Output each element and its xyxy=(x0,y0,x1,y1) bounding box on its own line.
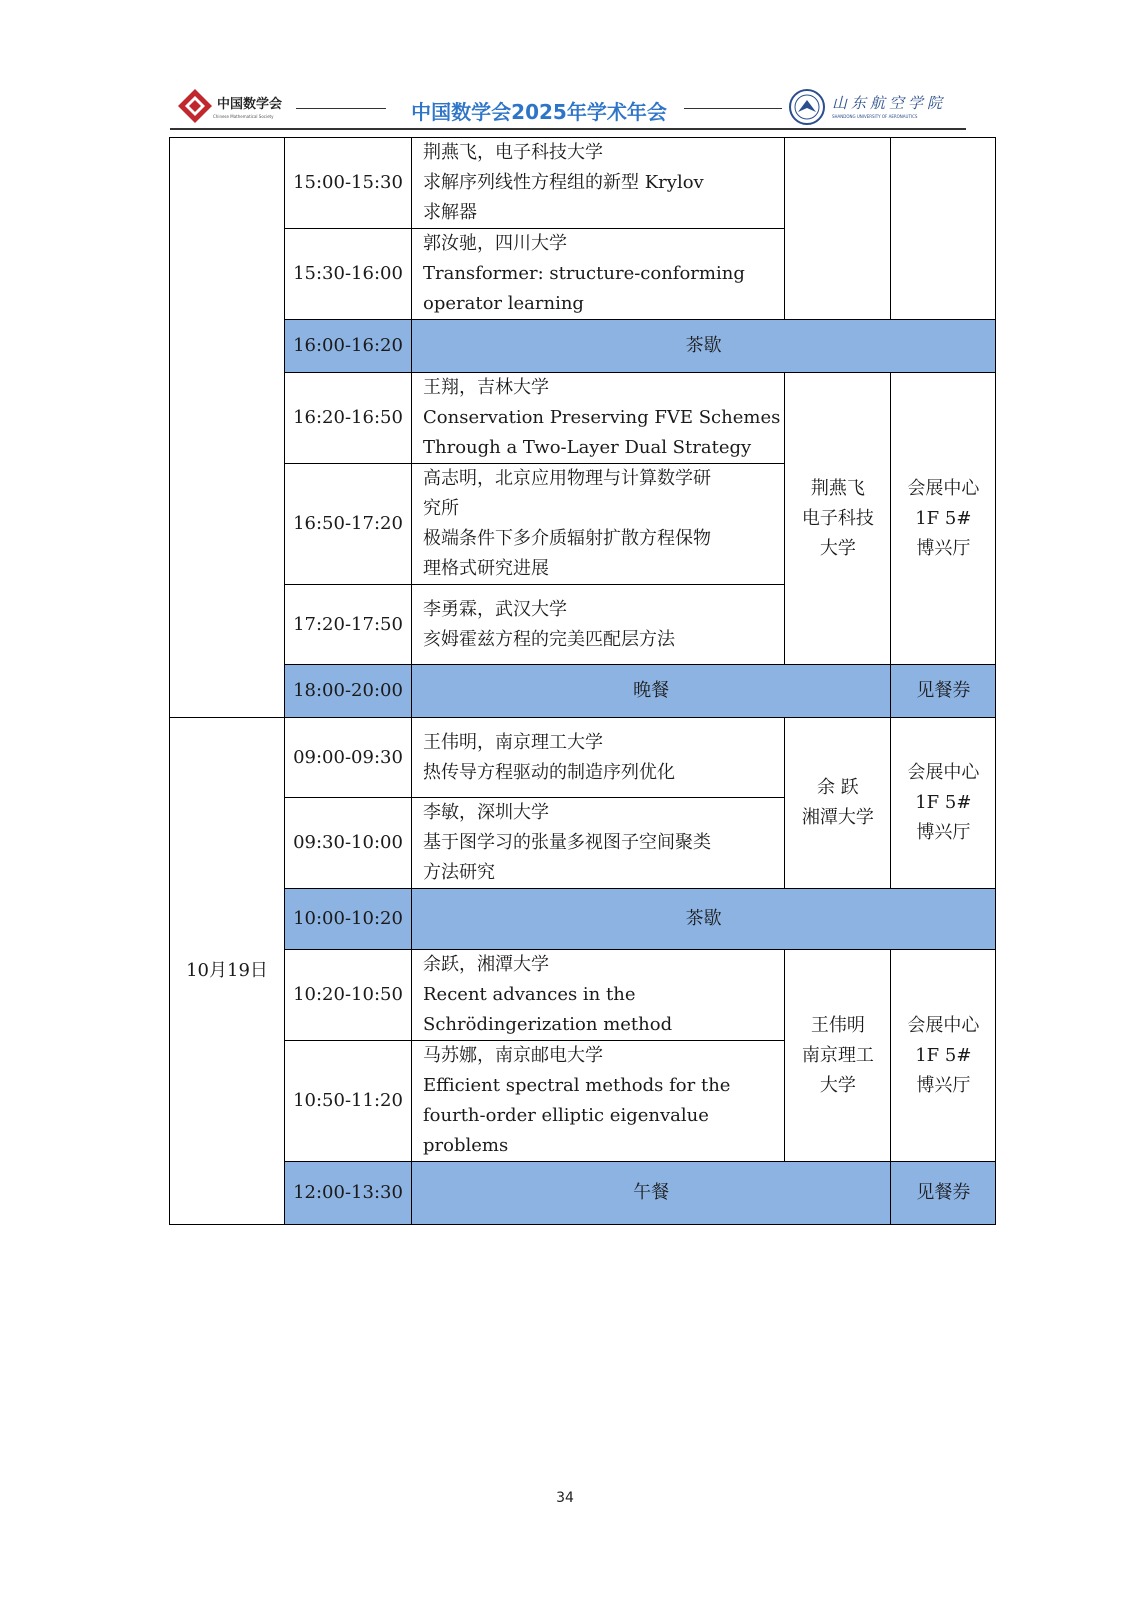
location-line: 1F 5# xyxy=(915,792,972,813)
time-cell: 18:00-20:00 xyxy=(285,665,412,718)
date-cell-continued xyxy=(170,138,285,718)
talk-cell xyxy=(412,585,785,665)
meal-voucher: 见餐券 xyxy=(891,665,996,718)
time-cell: 09:00-09:30 xyxy=(285,718,412,798)
talk-cell xyxy=(412,464,785,585)
break-label: 茶歇 xyxy=(412,889,996,950)
schedule-table xyxy=(169,137,996,1225)
talk-cell xyxy=(412,798,785,889)
cms-diamond-icon xyxy=(177,88,213,124)
time-cell: 10:20-10:50 xyxy=(285,950,412,1041)
header-underline xyxy=(170,128,966,130)
location-line: 博兴厅 xyxy=(916,537,971,559)
chair-line: 荆燕飞 xyxy=(810,477,865,499)
talk-line: 基于图学习的张量多视图子空间聚类 xyxy=(423,832,711,853)
location-line: 1F 5# xyxy=(915,507,972,529)
header-title: 中国数学会2025年学术年会 xyxy=(411,100,667,124)
chair-cell xyxy=(785,950,891,1162)
meal-label: 午餐 xyxy=(412,1162,891,1225)
chair-line: 湘潭大学 xyxy=(801,807,874,828)
time-cell: 10:50-11:20 xyxy=(285,1041,412,1162)
talk-cell xyxy=(412,138,785,229)
cms-logo-en-text: Chinese Mathematical Society xyxy=(213,114,274,119)
time-cell: 12:00-13:30 xyxy=(285,1162,412,1225)
chair-line: 余 跃 xyxy=(816,777,859,798)
page-header xyxy=(0,0,1131,140)
time-cell: 16:00-16:20 xyxy=(285,320,412,373)
location-cell-empty xyxy=(891,138,996,320)
talk-line: fourth-order elliptic eigenvalue xyxy=(423,1105,709,1126)
break-row xyxy=(170,889,996,950)
cms-logo xyxy=(177,88,295,126)
date-cell: 10月19日 xyxy=(170,718,285,1225)
talk-line: 热传导方程驱动的制造序列优化 xyxy=(423,761,675,783)
chair-line: 电子科技 xyxy=(801,507,874,529)
talk-line: 求解序列线性方程组的新型 Krylov xyxy=(423,172,704,193)
talk-line: 王伟明，南京理工大学 xyxy=(423,731,603,753)
location-line: 会展中心 xyxy=(907,762,980,783)
talk-cell xyxy=(412,373,785,464)
talk-line: Schrödingerization method xyxy=(423,1014,673,1035)
location-cell xyxy=(891,373,996,665)
talk-line: 王翔，吉林大学 xyxy=(423,377,549,398)
talk-line: 方法研究 xyxy=(423,862,495,883)
chair-line: 大学 xyxy=(819,1074,856,1096)
talk-line: 究所 xyxy=(423,498,459,519)
talk-line: Through a Two-Layer Dual Strategy xyxy=(423,437,752,458)
location-line: 1F 5# xyxy=(915,1044,972,1066)
talk-cell xyxy=(412,229,785,320)
meal-row xyxy=(170,1162,996,1225)
talk-line: Conservation Preserving FVE Schemes xyxy=(423,407,781,428)
talk-line: Efficient spectral methods for the xyxy=(423,1075,731,1096)
header-rule-left xyxy=(296,108,386,109)
sdua-emblem-icon xyxy=(788,88,826,126)
table-row xyxy=(170,718,996,798)
table-row xyxy=(170,950,996,1041)
chair-cell-empty xyxy=(785,138,891,320)
time-cell: 16:50-17:20 xyxy=(285,464,412,585)
table-row xyxy=(170,373,996,464)
talk-line: 亥姆霍兹方程的完美匹配层方法 xyxy=(423,628,675,650)
sdua-logo-en-text: SHANDONG UNIVERSITY OF AERONAUTICS xyxy=(832,114,918,119)
sdua-logo xyxy=(788,88,948,128)
talk-line: 马苏娜，南京邮电大学 xyxy=(423,1045,603,1066)
time-cell: 16:20-16:50 xyxy=(285,373,412,464)
talk-line: 高志明，北京应用物理与计算数学研 xyxy=(423,468,711,489)
time-cell: 10:00-10:20 xyxy=(285,889,412,950)
location-cell xyxy=(891,950,996,1162)
chair-cell xyxy=(785,373,891,665)
talk-line: 李敏，深圳大学 xyxy=(423,802,549,823)
talk-line: 荆燕飞，电子科技大学 xyxy=(423,142,603,163)
meal-row xyxy=(170,665,996,718)
cms-logo-text: 中国数学会 xyxy=(217,97,283,112)
chair-line: 王伟明 xyxy=(810,1014,865,1036)
talk-cell xyxy=(412,1041,785,1162)
sdua-logo-text: 山东航空学院 xyxy=(832,94,947,112)
talk-cell xyxy=(412,718,785,798)
chair-line: 大学 xyxy=(819,537,856,559)
time-cell: 15:30-16:00 xyxy=(285,229,412,320)
location-line: 博兴厅 xyxy=(916,1074,971,1096)
talk-line: 极端条件下多介质辐射扩散方程保物 xyxy=(423,528,711,549)
page-number: 34 xyxy=(556,1490,574,1506)
meal-voucher: 见餐券 xyxy=(891,1162,996,1225)
time-cell: 15:00-15:30 xyxy=(285,138,412,229)
header-rule-right xyxy=(684,108,782,109)
talk-line: 余跃，湘潭大学 xyxy=(423,954,549,975)
meal-label: 晚餐 xyxy=(412,665,891,718)
time-cell: 09:30-10:00 xyxy=(285,798,412,889)
talk-line: 郭汝驰，四川大学 xyxy=(423,233,567,254)
talk-line: 求解器 xyxy=(423,202,477,223)
talk-line: Recent advances in the xyxy=(423,984,636,1005)
break-label: 茶歇 xyxy=(412,320,996,373)
talk-line: operator learning xyxy=(423,293,584,314)
chair-line: 南京理工 xyxy=(801,1044,874,1066)
chair-cell xyxy=(785,718,891,889)
talk-line: 理格式研究进展 xyxy=(423,558,549,579)
talk-line: 李勇霖，武汉大学 xyxy=(423,598,567,620)
location-line: 会展中心 xyxy=(907,477,980,499)
talk-cell xyxy=(412,950,785,1041)
time-cell: 17:20-17:50 xyxy=(285,585,412,665)
location-line: 博兴厅 xyxy=(916,822,971,843)
location-line: 会展中心 xyxy=(907,1014,980,1036)
talk-line: Transformer: structure-conforming xyxy=(423,263,745,284)
table-row xyxy=(170,138,996,229)
break-row xyxy=(170,320,996,373)
location-cell xyxy=(891,718,996,889)
talk-line: problems xyxy=(423,1135,509,1156)
